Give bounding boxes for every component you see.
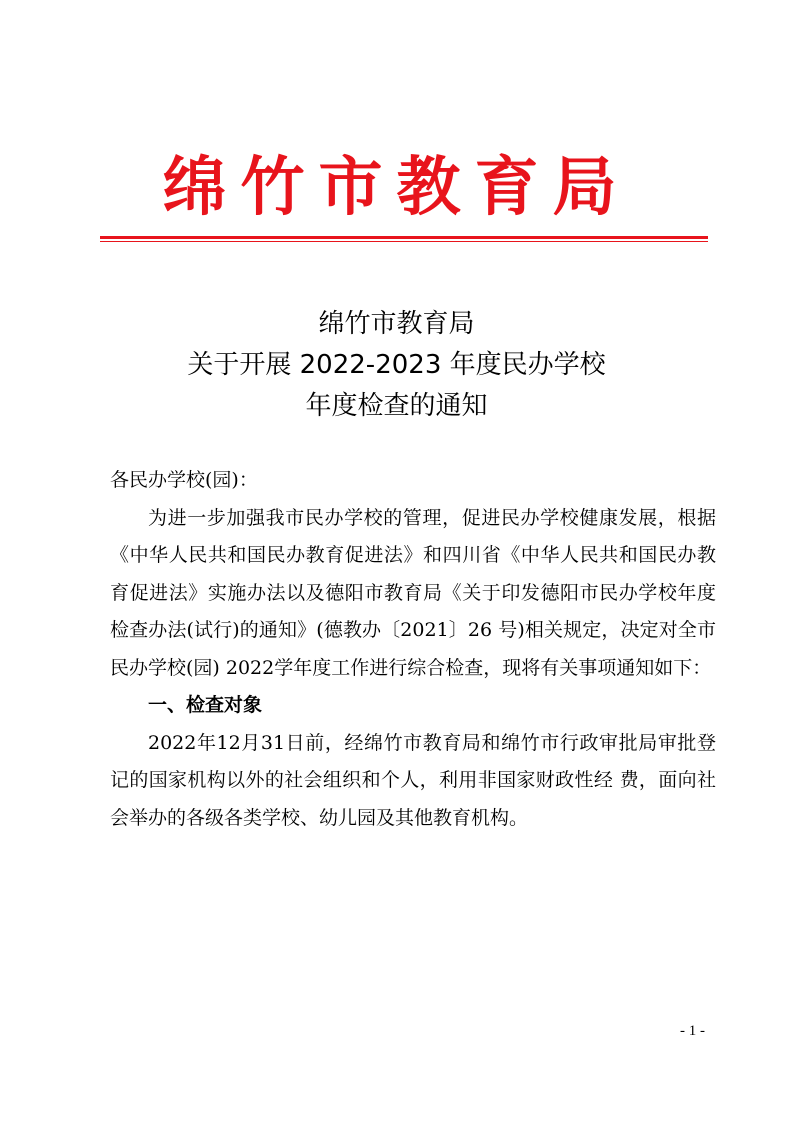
salutation: 各民办学校(园)：	[110, 469, 258, 491]
section-1-paragraph: 2022年12月31日前，经绵竹市教育局和绵竹市行政审批局审批登记的国家机构以外的社会组织和个人，利用非国家财政性经 费，面向社会举办的各级各类学校、幼儿园及其他教育机构。	[110, 731, 716, 829]
document-body	[110, 462, 716, 837]
document-title	[0, 304, 793, 427]
letterhead-title: 绵竹市教育局	[162, 151, 631, 225]
document-title-line-3: 年度检查的通知	[305, 391, 488, 421]
intro-paragraph: 为进一步加强我市民办学校的管理，促进民办学校健康发展，根据《中华人民共和国民办教育促进法》和四川省《中华人民共和国民办教育促进法》实施办法以及德阳市教育局《关于印发德阳市民办学校年度检查办法(试行)的通知》(德教办〔2021〕26 号)相关规定，决定对全市民办学校(园) 2022学年度工作进行综合检查，现将有关事项通知如下：	[110, 506, 716, 679]
section-1-heading: 一、检查对象	[148, 694, 263, 716]
letterhead-rule-thin	[100, 241, 708, 242]
letterhead-rule-thick	[100, 236, 708, 239]
document-title-line-2: 关于开展 2022-2023 年度民办学校	[187, 350, 606, 380]
document-title-line-1: 绵竹市教育局	[318, 309, 475, 339]
page-number: - 1 -	[680, 1023, 705, 1039]
